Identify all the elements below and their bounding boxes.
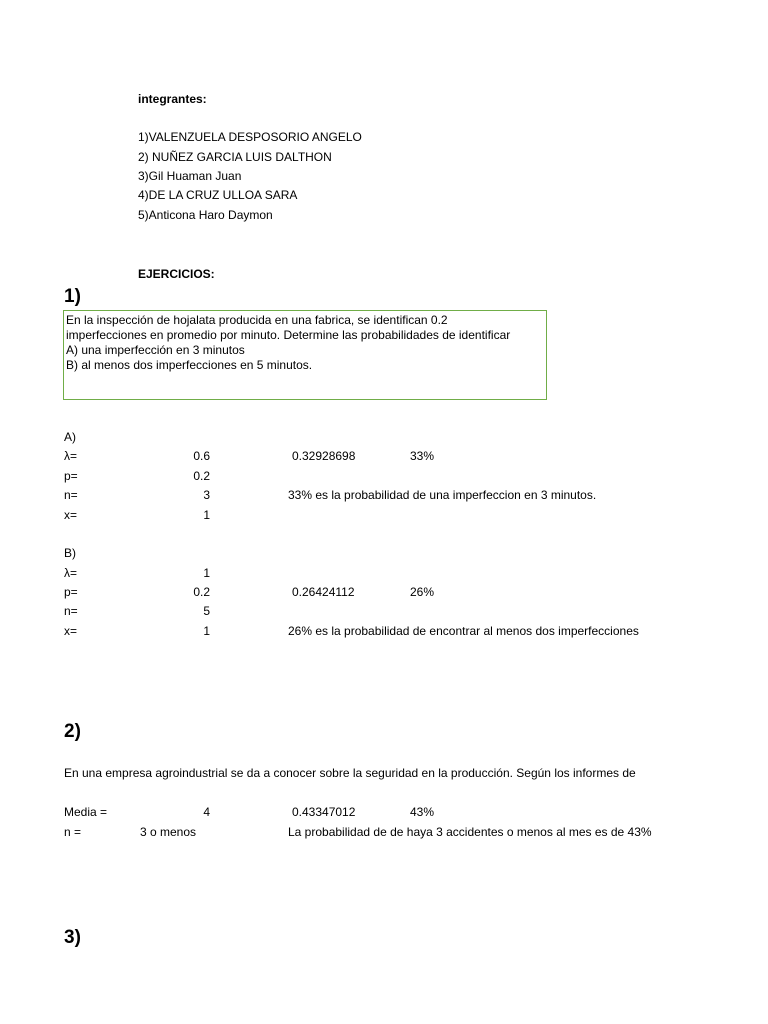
part-b-n-value: 5 [203,604,210,618]
exercise-1-number: 1) [64,286,81,307]
part-a-n-label: n= [64,488,78,502]
problem-line-4: B) al menos dos imperfecciones en 5 minutos. [66,358,313,372]
problem-line-1: En la inspección de hojalata producida en una fabrica, se identifican 0.2 [66,313,448,327]
part-a-n-value: 3 [203,488,210,502]
part-a-percent: 33% [410,449,435,463]
part-a-x-value: 1 [203,508,210,522]
member-3: 3)Gil Huaman Juan [138,169,242,183]
member-4: 4)DE LA CRUZ ULLOA SARA [138,188,298,202]
exercise-2-n-value: 3 o menos [140,825,197,839]
part-b-p-label: p= [64,585,78,599]
exercise-1-problem-box [63,310,547,400]
member-1: 1)VALENZUELA DESPOSORIO ANGELO [138,130,362,144]
exercise-2-conclusion: La probabilidad de de haya 3 accidentes o menos al mes es de 43% [288,825,652,839]
part-b-label: B) [64,546,76,560]
member-2: 2) NUÑEZ GARCIA LUIS DALTHON [138,150,332,164]
exercise-3-number: 3) [64,927,81,948]
part-b-x-label: x= [64,624,78,638]
exercise-2-percent: 43% [410,805,435,819]
part-a-lambda-value: 0.6 [193,449,210,463]
exercise-2-result: 0.43347012 [292,805,356,819]
exercises-title: EJERCICIOS: [138,267,215,281]
part-b-x-value: 1 [203,624,210,638]
problem-line-3: A) una imperfección en 3 minutos [66,343,245,357]
exercise-2-n-label: n = [64,825,82,839]
part-b-conclusion: 26% es la probabilidad de encontrar al menos dos imperfecciones [288,624,639,638]
part-b-lambda-value: 1 [203,566,210,580]
problem-line-2: imperfecciones en promedio por minuto. Determine las probabilidades de identificar [66,328,511,342]
part-b-p-value: 0.2 [193,585,210,599]
part-a-conclusion: 33% es la probabilidad de una imperfeccion en 3 minutos. [288,488,597,502]
part-b-percent: 26% [410,585,435,599]
part-a-p-label: p= [64,469,78,483]
exercise-2-statement: En una empresa agroindustrial se da a conocer sobre la seguridad en la producción. Según los informes de [64,766,636,780]
part-a-p-value: 0.2 [193,469,210,483]
exercise-2-mean-value: 4 [203,805,210,819]
part-a-label: A) [64,430,76,444]
members-title: integrantes: [138,92,207,106]
part-a-lambda-label: λ= [64,449,78,463]
part-a-result: 0.32928698 [292,449,356,463]
exercise-2-mean-label: Media = [64,805,108,819]
part-a-x-label: x= [64,508,78,522]
part-b-n-label: n= [64,604,78,618]
member-5: 5)Anticona Haro Daymon [138,208,273,222]
exercise-2-number: 2) [64,721,81,742]
part-b-lambda-label: λ= [64,566,78,580]
part-b-result: 0.26424112 [292,585,355,599]
